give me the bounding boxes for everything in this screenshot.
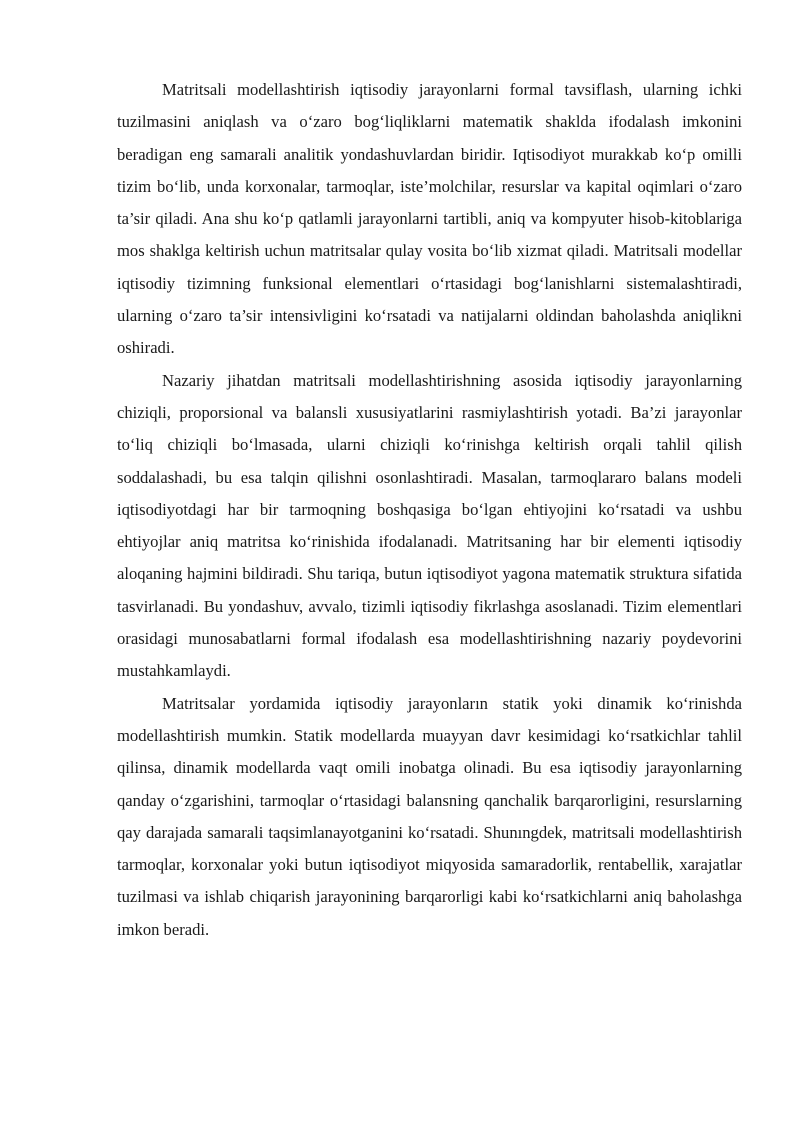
paragraph-1: Matritsali modellashtirish iqtisodiy jarayonlarni formal tavsiflash, ularning ichki tuzilmasini aniqlash va o‘zaro bog‘liqliklarni matematik shaklda ifodalash imkonini beradigan eng samarali analitik yondashuvlardan biridir. Iqtisodiyot murakkab ko‘p omilli tizim bo‘lib, unda korxonalar, tarmoqlar, iste’molchilar, resurslar va kapital oqimlari o‘zaro ta’sir qiladi. Ana shu ko‘p qatlamli jarayonlarni tartibli, aniq va kompyuter hisob-kitoblariga mos shaklga keltirish uchun matritsalar qulay vosita bo‘lib xizmat qiladi. Matritsali modellar iqtisodiy tizimning funksional elementlari o‘rtasidagi bog‘lanishlarni sistemalashtiradi, ularning o‘zaro ta’sir intensivligini ko‘rsatadi va natijalarni oldindan baholashda aniqlikni oshiradi.	[117, 80, 742, 358]
paragraph-2: Nazariy jihatdan matritsali modellashtirishning asosida iqtisodiy jarayonlarning chiziqli, proporsional va balansli xususiyatlarini rasmiylashtirish yotadi. Ba’zi jarayonlar to‘liq chiziqli bo‘lmasada, ularni chiziqli ko‘rinishga keltirish orqali tahlil qilish soddalashadi, bu esa talqin qilishni osonlashtiradi. Masalan, tarmoqlararo balans modeli iqtisodiyotdagi har bir tarmoqning boshqasiga bo‘lgan ehtiyojini ko‘rsatadi va ushbu ehtiyojlar aniq matritsa ko‘rinishida ifodalanadi. Matritsaning har bir elementi iqtisodiy aloqaning hajmini bildiradi. Shu tariqa, butun iqtisodiyot yagona matematik struktura sifatida tasvirlanadi. Bu yondashuv, avvalo, tizimli iqtisodiy fikrlashga asoslanadi. Tizim elementlari orasidagi munosabatlarni formal ifodalash esa modellashtirishning nazariy poydevorini mustahkamlaydi.	[117, 370, 742, 681]
document-page	[117, 74, 742, 946]
paragraph-3: Matritsalar yordamida iqtisodiy jarayonların statik yoki dinamik ko‘rinishda modellashtirish mumkin. Statik modellarda muayyan davr kesimidagi ko‘rsatkichlar tahlil qilinsa, dinamik modellarda vaqt omili inobatga olinadi. Bu esa iqtisodiy jarayonlarning qanday o‘zgarishini, tarmoqlar o‘rtasidagi balansning qanchalik barqarorligini, resurslarning qay darajada samarali taqsimlanayotganini ko‘rsatadi. Shunıngdek, matritsali modellashtirish tarmoqlar, korxonalar yoki butun iqtisodiyot miqyosida samaradorlik, rentabellik, xarajatlar tuzilmasi va ishlab chiqarish jarayonining barqarorligi kabi ko‘rsatkichlarni aniq baholashga imkon beradi.	[117, 693, 742, 939]
